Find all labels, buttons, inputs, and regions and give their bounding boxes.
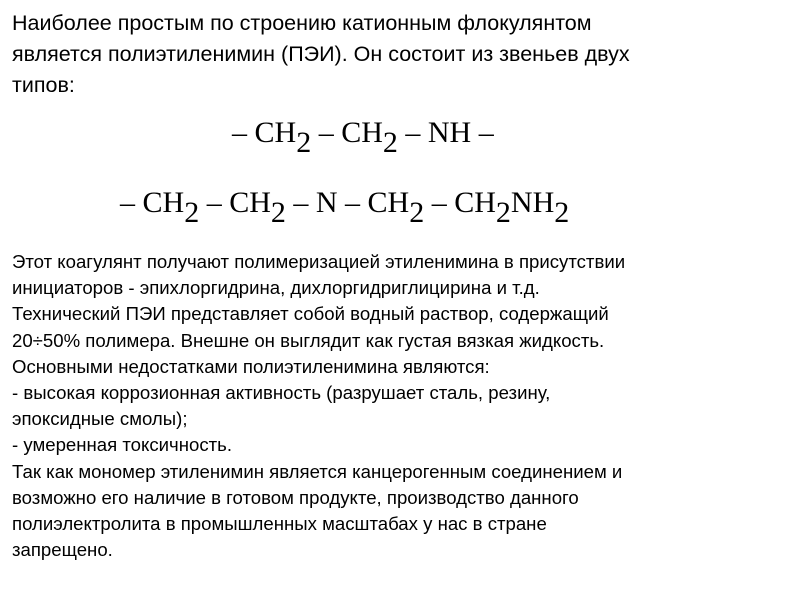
body-paragraph <box>12 249 792 563</box>
formula-unit-2 <box>120 183 570 229</box>
formula-part: – CH <box>232 116 297 149</box>
intro-line: Наиболее простым по строению катионным флокулянтом <box>12 11 592 35</box>
formula-part: – CH <box>424 186 496 219</box>
formula-subscript: 2 <box>296 126 312 159</box>
formula-subscript: 2 <box>382 126 398 159</box>
formula-part: – NH – <box>397 116 494 149</box>
body-line: Этот коагулянт получают полимеризацией этиленимина в присутствии <box>12 251 626 272</box>
formula-subscript: 2 <box>554 196 570 229</box>
body-line: инициаторов - эпихлоргидрина, дихлоргидриглицирина и т.д. <box>12 277 540 299</box>
body-line: Основными недостатками полиэтиленимина являются: <box>12 355 490 377</box>
body-line: Технический ПЭИ представляет собой водный раствор, содержащий <box>12 303 609 325</box>
formula-part: – CH <box>311 116 383 149</box>
body-line: полиэлектролита в промышленных масштабах у нас в стране <box>12 513 547 535</box>
formula-part: – N – CH <box>285 186 410 219</box>
intro-paragraph <box>12 8 792 101</box>
formula-subscript: 2 <box>495 196 511 229</box>
intro-line: типов: <box>12 73 75 97</box>
body-line: возможно его наличие в готовом продукте, производство данного <box>12 486 579 508</box>
formula-part: NH <box>510 186 555 219</box>
formula-unit-1 <box>232 113 494 159</box>
formula-part: – CH <box>120 186 185 219</box>
body-line: - умеренная токсичность. <box>12 434 233 456</box>
formula-part: – CH <box>199 186 271 219</box>
body-line: - высокая коррозионная активность (разрушает сталь, резину, <box>12 382 551 404</box>
body-line: Так как мономер этиленимин является канцерогенным соединением и <box>12 460 623 482</box>
intro-line: является полиэтиленимин (ПЭИ). Он состоит из звеньев двух <box>12 42 630 66</box>
body-line: запрещено. <box>12 539 113 561</box>
body-line: эпоксидные смолы); <box>12 408 188 430</box>
formula-subscript: 2 <box>270 196 286 229</box>
formula-subscript: 2 <box>184 196 200 229</box>
formula-subscript: 2 <box>409 196 425 229</box>
body-line: 20÷50% полимера. Внешне он выглядит как густая вязкая жидкость. <box>12 329 605 351</box>
